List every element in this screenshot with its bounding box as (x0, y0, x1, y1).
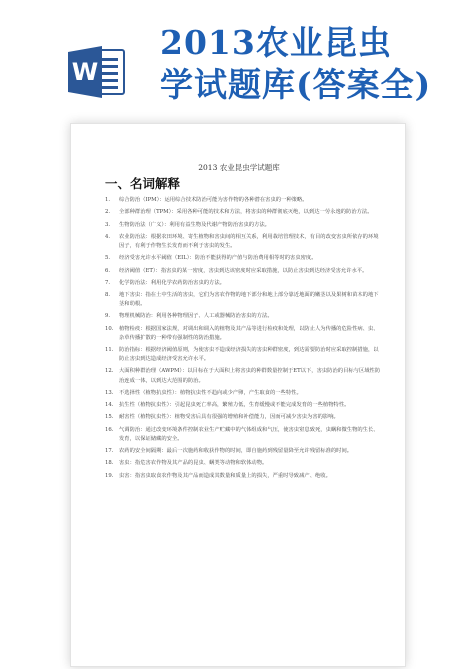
list-item (105, 291, 381, 309)
item-text: 综合防治（IPM）：运用综合技术防治可能为害作物的各种潜在害虫的一种策略。 (119, 197, 308, 203)
item-number: 18. (105, 460, 114, 467)
list-item (105, 208, 381, 217)
item-text: 防治指标：根据经济阈值原则，为使害虫不造成经济损失的害虫种群密度，到达需要防治时应采取控制措施，以防止害虫到达造成经济受害允许水平。 (119, 347, 379, 363)
list-item (105, 279, 381, 288)
list-item (105, 401, 381, 410)
item-number: 11. (105, 347, 114, 354)
item-text: 农业防治法：根据农田环境、寄生植物和害虫间的相互关系，利用栽培管理技术，有目的改变害虫所依存的环境因子，有利于作物生长发育而不利于害虫的发生。 (119, 233, 379, 249)
item-number: 16. (105, 426, 114, 433)
item-text: 害虫：指危害农作物及其产品的昆虫、螨类等动物和软体动物。 (119, 460, 268, 467)
title-line-1: 2013农业昆虫 (160, 23, 392, 62)
list-item (105, 312, 381, 321)
section-title: 一、名词解释 (105, 176, 181, 191)
list-item (105, 413, 381, 422)
item-number: 15. (105, 414, 114, 421)
item-text: 抗生性（植物抗虫性）：引起昆虫死亡率高，繁殖力低，生育缓慢或不能完成发育的一些植物特性。 (119, 402, 350, 409)
list-item (105, 221, 381, 230)
item-text: 虫害：指害虫取食农作物及其产品而造成其数量和质量上的损失，严重时导致减产、绝收。 (119, 472, 331, 479)
document-page (70, 123, 406, 667)
item-number: 10. (105, 325, 114, 332)
item-number: 5. (105, 255, 111, 262)
list-item (105, 233, 381, 251)
item-text: 大面积种群治理（AWPM）：以目标在于大面积上将害虫的种群数量控制于ET以下，害虫防治的目标与区域性防治连成一体，以到达大范围的防治。 (119, 368, 381, 384)
list-item (105, 267, 381, 276)
list-item (105, 459, 381, 468)
item-text: 全部种群治理（TPM）：采用各种可能的技术和方法，将害虫的种群彻底灭绝，以到达一劳永逸的防治方法。 (119, 209, 373, 216)
item-text: 耐害性（植物抗虫性）：植物受害后具有很强的增殖和补偿能力，因而可减少害虫为害的影响。 (119, 414, 339, 421)
item-number: 9. (105, 313, 111, 320)
list-item (105, 426, 381, 444)
item-number: 3. (105, 221, 111, 228)
item-number: 2. (105, 209, 111, 216)
item-number: 4. (105, 233, 111, 240)
item-text: 不选择性（植物抗虫性）：植物抗虫性不趋向或少产卵，产生取食的一些特性。 (119, 389, 302, 396)
item-number: 17. (105, 448, 114, 455)
item-number: 8. (105, 292, 111, 299)
document-title (160, 22, 460, 106)
list-item (105, 447, 381, 456)
svg-text:W: W (71, 58, 99, 86)
item-number: 12. (105, 368, 114, 375)
item-number: 13. (105, 389, 114, 396)
list-item (105, 254, 381, 263)
list-item (105, 325, 381, 343)
item-text: 化学防治法：利用化学农药防治害虫的方法。 (119, 279, 225, 286)
item-text: 物理机械防治：利用各种物理因子、人工或器械防治害虫的方法。 (119, 313, 273, 320)
item-text: 经济受害允许水平阈值（EIL）：防治不能获得的产值与防治费用相等时的害虫密度。 (119, 255, 317, 262)
item-text: 生物防治法（广义）：利用有益生物及代谢产物防治害虫的方法。 (119, 221, 270, 228)
list-item (105, 346, 381, 364)
item-text: 植物检疫：根据国家法规，对调出和调入的植物及其产品等进行检疫和处理，以防止人为传播的危险性病、虫、杂草传播扩散的一种带有强制性的防治措施。 (119, 325, 379, 341)
title-line-2: 学试题库(答案全) (160, 65, 432, 104)
list-item (105, 389, 381, 398)
item-text: 经济阈值（ET）：指害虫的某一密度，害虫到达该密度时应采取措施，以防止害虫到达经济受害允许水平。 (119, 267, 368, 274)
definition-list (105, 196, 381, 484)
word-icon (68, 44, 128, 100)
page-heading: 2013 农业昆虫学试题库 (198, 163, 280, 172)
item-number: 19. (105, 472, 114, 479)
list-item (105, 472, 381, 481)
item-number: 7. (105, 279, 111, 286)
item-text: 气调防治：通过改变环境条件控制农业生产贮藏中的气体组成和气压，使害虫窒息致死，虫螨和微生物的生长、发育，以保证储藏的安全。 (119, 426, 379, 442)
list-item (105, 196, 381, 205)
list-item (105, 367, 381, 385)
item-number: 6. (105, 267, 111, 274)
item-number: 14. (105, 402, 114, 409)
item-text: 地下害虫：指在土中生活的害虫，它们为害农作物的地下部分和地上部分靠近地面的嫩茎以及果树和苗木的地下茎和幼根。 (119, 292, 379, 308)
item-number: 1. (105, 197, 111, 203)
item-text: 农药的安全间隔期：最后一次施药和收获作物的时间，即自施药到残留量降至允许残留标准的时间。 (119, 448, 353, 455)
